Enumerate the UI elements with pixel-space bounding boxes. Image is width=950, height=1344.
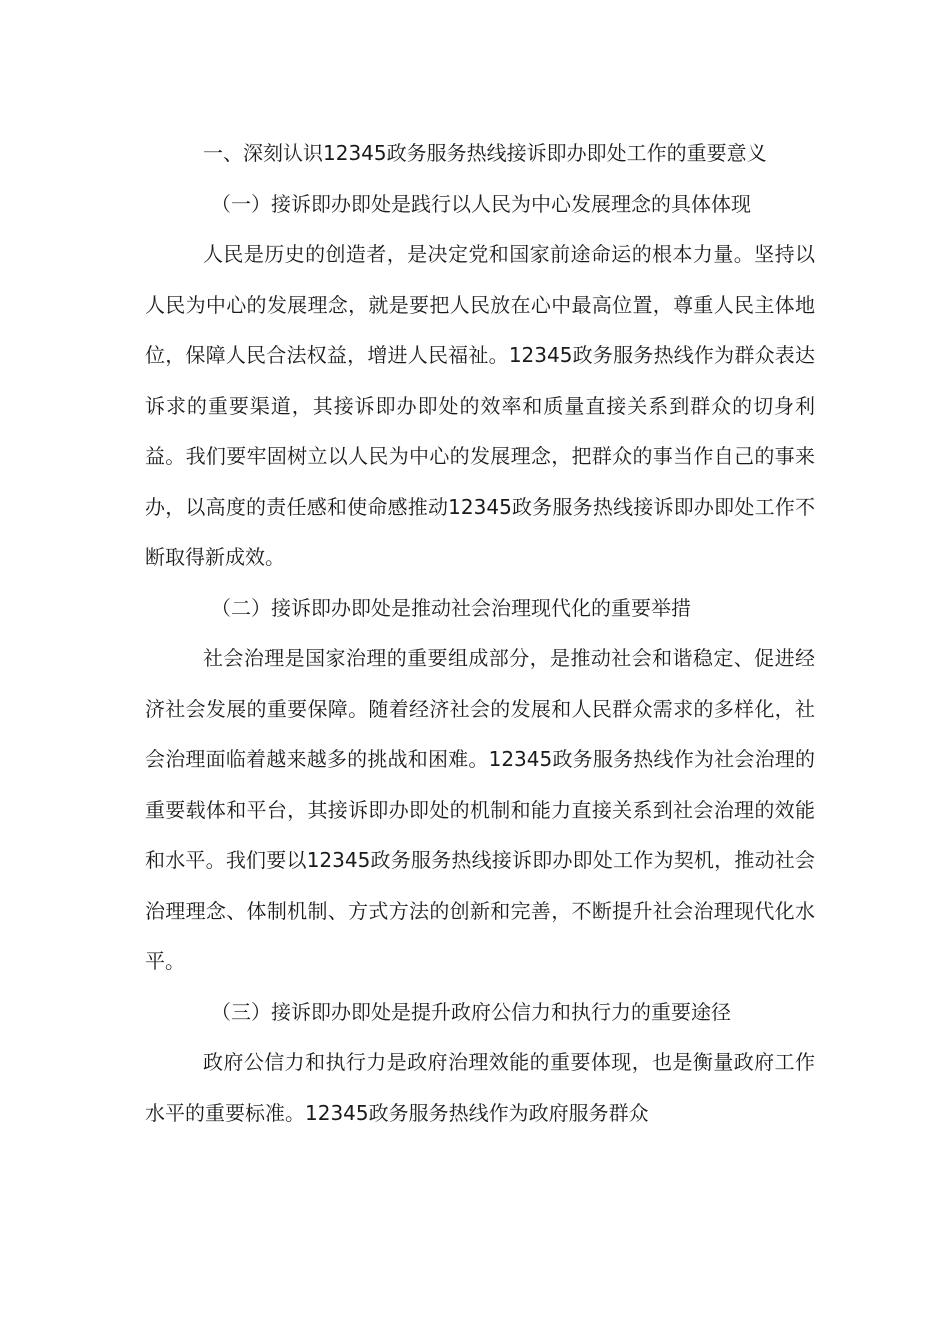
subsection-heading: （二）接诉即办即处是推动社会治理现代化的重要举措 bbox=[211, 595, 691, 620]
document-body bbox=[145, 128, 815, 1138]
body-paragraph: 人民是历史的创造者，是决定党和国家前途命运的根本力量。坚持以人民为中心的发展理念，就是要把人民放在心中最高位置，尊重人民主体地位，保障人民合法权益，增进人民福祉。12345政务服务热线作为群众表达诉求的重要渠道，其接诉即办即处的效率和质量直接关系到群众的切身利益。我们要牢固树立以人民为中心的发展理念，把群众的事当作自己的事来办，以高度的责任感和使命感推动12345政务服务热线接诉即办即处工作不断取得新成效。 bbox=[145, 242, 815, 569]
body-paragraph: 社会治理是国家治理的重要组成部分，是推动社会和谐稳定、促进经济社会发展的重要保障。随着经济社会的发展和人民群众需求的多样化，社会治理面临着越来越多的挑战和困难。12345政务服务热线作为社会治理的重要载体和平台，其接诉即办即处的机制和能力直接关系到社会治理的效能和水平。我们要以12345政务服务热线接诉即办即处工作为契机，推动社会治理理念、体制机制、方式方法的创新和完善，不断提升社会治理现代化水平。 bbox=[145, 646, 815, 973]
subsection-heading: （三）接诉即办即处是提升政府公信力和执行力的重要途径 bbox=[211, 999, 731, 1024]
section-heading: 一、深刻认识12345政务服务热线接诉即办即处工作的重要意义 bbox=[203, 141, 767, 165]
body-paragraph: 政府公信力和执行力是政府治理效能的重要体现，也是衡量政府工作水平的重要标准。12345政务服务热线作为政府服务群众 bbox=[145, 1050, 815, 1125]
subsection-heading: （一）接诉即办即处是践行以人民为中心发展理念的具体体现 bbox=[211, 191, 751, 216]
